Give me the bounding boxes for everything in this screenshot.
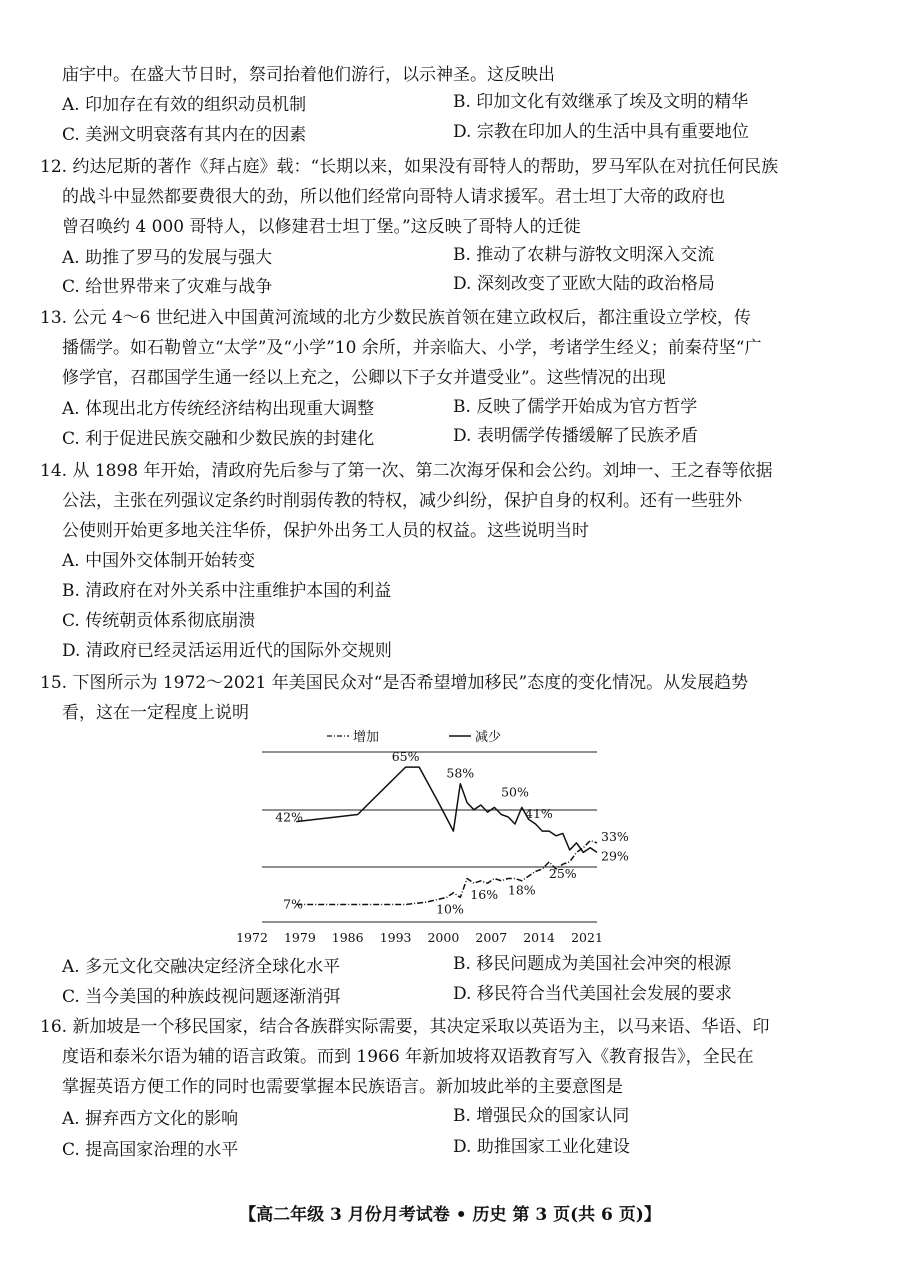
data-label: 10% — [436, 901, 464, 917]
data-label: 50% — [501, 784, 529, 800]
q12-option-d[interactable]: D. 深刻改变了亚欧大陆的政治格局 — [453, 274, 715, 294]
q15-option-b[interactable]: B. 移民问题成为美国社会冲突的根源 — [453, 954, 732, 974]
x-tick-label: 2007 — [475, 930, 508, 945]
legend-label-increase: 增加 — [353, 730, 380, 745]
x-tick-label: 1986 — [331, 930, 364, 945]
page-footer: 【高二年级 3 月份月考试卷 • 历史 第 3 页(共 6 页)】 — [239, 1205, 661, 1225]
q13-option-a[interactable]: A. 体现出北方传统经济结构出现重大调整 — [62, 399, 375, 419]
q16-option-d[interactable]: D. 助推国家工业化建设 — [453, 1137, 630, 1157]
immigration-attitude-chart — [222, 722, 642, 947]
q15-line-2: 看，这在一定程度上说明 — [62, 703, 249, 723]
q15-option-d[interactable]: D. 移民符合当代美国社会发展的要求 — [453, 984, 732, 1004]
q14-line-3: 公使则开始更多地关注华侨，保护外出务工人员的权益。这些说明当时 — [62, 521, 589, 541]
data-label: 58% — [446, 765, 475, 781]
q14-line-1: 14. 从 1898 年开始，清政府先后参与了第一次、第二次海牙保和会公约。刘坤一、王之春等依据 — [40, 461, 773, 481]
data-label: 41% — [525, 806, 553, 821]
data-label: 29% — [601, 848, 629, 864]
data-label: 16% — [470, 887, 499, 903]
q15-line-1: 15. 下图所示为 1972～2021 年美国民众对“是否希望增加移民”态度的变化情况。从发展趋势 — [40, 673, 749, 693]
q15-option-c[interactable]: C. 当今美国的种族歧视问题逐渐消弭 — [62, 987, 341, 1007]
q11-option-b[interactable]: B. 印加文化有效继承了埃及文明的精华 — [453, 92, 749, 112]
q12-option-b[interactable]: B. 推动了农耕与游牧文明深入交流 — [453, 245, 715, 265]
q13-line-2: 播儒学。如石勒曾立“太学”及“小学”10 余所，并亲临大、小学，考诸学生经义；前秦苻坚“广 — [62, 338, 762, 358]
q12-option-a[interactable]: A. 助推了罗马的发展与强大 — [62, 248, 273, 268]
q16-option-a[interactable]: A. 摒弃西方文化的影响 — [62, 1109, 239, 1129]
intro-line: 庙宇中。在盛大节日时，祭司抬着他们游行，以示神圣。这反映出 — [62, 65, 555, 85]
x-tick-label: 1972 — [236, 930, 268, 945]
q11-option-d[interactable]: D. 宗教在印加人的生活中具有重要地位 — [453, 122, 749, 142]
data-label: 42% — [275, 809, 303, 825]
q14-option-a[interactable]: A. 中国外交体制开始转变 — [62, 551, 256, 571]
q14-line-2: 公法，主张在列强议定条约时削弱传教的特权，减少纠纷，保护自身的权利。还有一些驻外 — [62, 491, 742, 511]
data-label: 33% — [601, 828, 629, 844]
x-tick-label: 2014 — [523, 930, 556, 945]
legend-label-decrease: 减少 — [475, 730, 502, 745]
q12-option-c[interactable]: C. 给世界带来了灾难与战争 — [62, 277, 273, 297]
q13-line-3: 修学官，召郡国学生通一经以上充之，公卿以下子女并遣受业”。这些情况的出现 — [62, 368, 666, 388]
q12-line-3: 曾召唤约 4 000 哥特人，以修建君士坦丁堡。”这反映了哥特人的迁徙 — [62, 217, 581, 237]
data-label: 7% — [283, 896, 303, 912]
x-tick-label: 1979 — [283, 930, 316, 945]
q15-option-a[interactable]: A. 多元文化交融决定经济全球化水平 — [62, 957, 341, 977]
q16-line-3: 掌握英语方便工作的同时也需要掌握本民族语言。新加坡此举的主要意图是 — [62, 1077, 623, 1097]
q12-line-2: 的战斗中显然都要费很大的劲，所以他们经常向哥特人请求援军。君士坦丁大帝的政府也 — [62, 187, 725, 207]
q14-option-c[interactable]: C. 传统朝贡体系彻底崩溃 — [62, 611, 256, 631]
x-tick-label: 2000 — [427, 930, 460, 945]
data-label: 18% — [507, 882, 536, 898]
q13-option-d[interactable]: D. 表明儒学传播缓解了民族矛盾 — [453, 426, 698, 446]
q14-option-b[interactable]: B. 清政府在对外关系中注重维护本国的利益 — [62, 581, 392, 601]
q16-line-2: 度语和泰米尔语为辅的语言政策。而到 1966 年新加坡将双语教育写入《教育报告》，全民在 — [62, 1047, 754, 1067]
q11-option-c[interactable]: C. 美洲文明衰落有其内在的因素 — [62, 125, 307, 145]
q13-option-b[interactable]: B. 反映了儒学开始成为官方哲学 — [453, 397, 698, 417]
q16-option-b[interactable]: B. 增强民众的国家认同 — [453, 1106, 630, 1126]
q14-option-d[interactable]: D. 清政府已经灵活运用近代的国际外交规则 — [62, 641, 392, 661]
data-label: 25% — [548, 865, 577, 881]
data-label: 65% — [391, 749, 420, 765]
q13-option-c[interactable]: C. 利于促进民族交融和少数民族的封建化 — [62, 429, 375, 449]
q12-line-1: 12. 约达尼斯的著作《拜占庭》载：“长期以来，如果没有哥特人的帮助，罗马军队在对抗任何民族 — [40, 157, 779, 177]
q13-line-1: 13. 公元 4～6 世纪进入中国黄河流域的北方少数民族首领在建立政权后，都注重设立学校，传 — [40, 308, 751, 328]
q11-option-a[interactable]: A. 印加存在有效的组织动员机制 — [62, 95, 307, 115]
x-tick-label: 1993 — [379, 930, 412, 945]
q16-line-1: 16. 新加坡是一个移民国家，结合各族群实际需要，其决定采取以英语为主，以马来语、华语、印 — [40, 1017, 770, 1037]
x-tick-label: 2021 — [571, 930, 603, 945]
q16-option-c[interactable]: C. 提高国家治理的水平 — [62, 1140, 239, 1160]
